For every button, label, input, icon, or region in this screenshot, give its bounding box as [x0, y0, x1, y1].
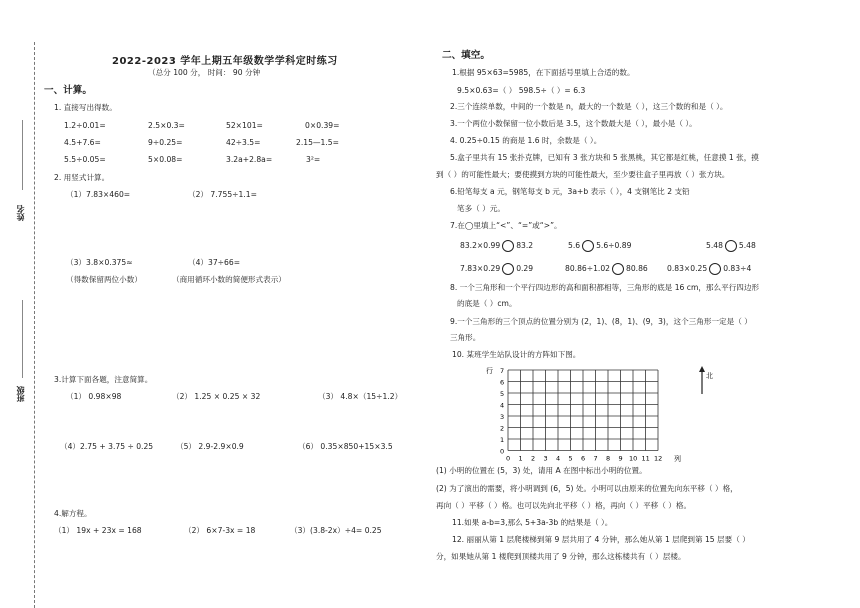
compare-circle[interactable]: [612, 263, 624, 275]
fill-9-cont: 三角形。: [450, 333, 481, 342]
q1-item: 0×0.39=: [305, 121, 340, 130]
grid-y-tick: 3: [500, 413, 505, 421]
compare-item: 80.86÷1.02 80.86: [565, 264, 648, 273]
grid-y-tick: 2: [500, 424, 505, 433]
grid-x-tick: 8: [606, 454, 611, 463]
fill-10: 10. 某班学生站队设计的方阵如下图。: [452, 350, 581, 359]
fill-6: 6.铅笔每支 a 元，钢笔每支 b 元，3a+b 表示（ ），4 支钢笔比 2 支铅: [450, 187, 690, 196]
compare-circle[interactable]: [709, 263, 721, 275]
grid-y-tick: 0: [500, 447, 505, 456]
q1-item: 5×0.08=: [148, 155, 183, 164]
fill-1-blanks: 9.5×0.63=（ ） 598.5÷（ ）= 6.3: [457, 86, 586, 95]
compare-circle[interactable]: [582, 240, 594, 252]
compare-item: 5.6 5.6÷0.89: [568, 241, 632, 250]
grid-lines: [508, 370, 658, 451]
q2-item: （4）37÷66=: [188, 258, 241, 267]
fill-5-cont: 到（ ）的可能性最大；要使摸到方块的可能性最大，至少要往盒子里再放（ ）张方块。: [436, 170, 730, 179]
fill-9: 9.一个三角形的三个顶点的位置分别为 (2，1)、(8，1)、(9，3)，这个三角形一定是（ ）: [450, 317, 752, 326]
fill-10-2-cont: 再向（ ）平移（ ）格。也可以先向北平移（ ）格，再向（ ）平移（ ）格。: [436, 501, 692, 510]
q3-item: （5） 2.9-2.9×0.9: [176, 442, 244, 451]
grid-y-labels: [500, 367, 504, 456]
q2-item: （1）7.83×460=: [66, 190, 131, 199]
grid-x-labels: [506, 455, 662, 463]
section-2-heading: 二、填空。: [442, 50, 490, 61]
grid-y-tick: 6: [500, 378, 505, 387]
fill-1: 1.根据 95×63=5985，在下面括号里填上合适的数。: [452, 68, 635, 77]
fill-4: 4. 0.25÷0.15 的商是 1.6 时，余数是（ ）。: [450, 136, 602, 145]
name-label: 姓名: [16, 205, 25, 221]
name-underline: [22, 120, 23, 190]
q3-item: （4）2.75 + 3.75 ÷ 0.25: [60, 442, 154, 451]
q1-heading: 1. 直接写出得数。: [54, 103, 117, 112]
q2-note: （得数保留两位小数）: [66, 275, 142, 284]
fill-8: 8. 一个三角形和一个平行四边形的高和面积都相等，三角形的底是 16 cm，那么平行四边形: [450, 283, 760, 292]
q1-item: 1.2÷0.01=: [64, 121, 106, 130]
grid-x-tick: 2: [531, 454, 536, 463]
grid-x-tick: 3: [543, 454, 548, 463]
fill-12-cont: 分，如果她从第 1 楼爬到顶楼共用了 9 分钟，那么这栋楼共有（ ）层楼。: [436, 552, 686, 561]
q4-item: （2） 6×7-3x = 18: [184, 526, 256, 535]
grid-x-tick: 11: [641, 454, 650, 463]
page-title: 2022-2023 学年上期五年级数学学科定时练习: [112, 56, 338, 67]
fill-6-cont: 笔多（ ）元。: [457, 204, 505, 213]
north-label: 北: [706, 372, 713, 380]
grid-y-tick: 4: [500, 401, 505, 410]
compare-item: 7.83×0.29 0.29: [460, 264, 534, 273]
grid-x-tick: 5: [568, 454, 573, 463]
fill-2: 2.三个连续单数，中间的一个数是 n，最大的一个数是（ ），这三个数的和是（ ）。: [450, 102, 728, 111]
q4-item: （3）(3.8-2x）÷4= 0.25: [290, 526, 382, 535]
fill-7: 7.在◯里填上“<”、“=”或“>”。: [450, 221, 562, 230]
grid-y-tick: 1: [500, 436, 505, 444]
binding-fold-line: [34, 42, 35, 608]
page-subtitle: （总分 100 分， 时间： 90 分钟: [148, 68, 261, 77]
grid-x-tick: 12: [654, 454, 663, 463]
grid-x-tick: 6: [581, 454, 586, 463]
q1-item: 42÷3.5=: [226, 138, 261, 147]
q1-item: 52×101=: [226, 121, 263, 130]
fill-8-cont: 的底是（ ）cm。: [457, 299, 517, 308]
grid-x-tick: 0: [506, 454, 511, 463]
north-arrow-icon: [696, 366, 718, 396]
fill-3: 3.一个两位小数保留一位小数后是 3.5，这个数最大是（ ），最小是（ ）。: [450, 119, 697, 128]
grid-x-tick: 9: [618, 454, 623, 463]
q2-note: （商用循环小数的简便形式表示）: [172, 275, 286, 284]
grid-row-label: 行: [486, 367, 493, 375]
q3-item: （3） 4.8×（15÷1.2）: [318, 392, 403, 401]
compare-item: 0.83×0.25 0.83÷4: [667, 264, 752, 273]
q2-item: （2） 7.755÷1.1=: [188, 190, 257, 199]
q1-item: 3²=: [306, 155, 321, 164]
fill-11: 11.如果 a-b=3,那么 5+3a-3b 的结果是（ ）。: [452, 518, 613, 527]
grid-x-tick: 7: [593, 454, 598, 463]
compare-item: 5.48 5.48: [706, 241, 756, 250]
q1-item: 5.5÷0.05=: [64, 155, 106, 164]
compare-circle[interactable]: [725, 240, 737, 252]
compare-item: 83.2×0.99 83.2: [460, 241, 534, 250]
q4-item: （1） 19x + 23x = 168: [54, 526, 142, 535]
grid-x-tick: 1: [518, 454, 523, 463]
q1-item: 2.5×0.3=: [148, 121, 185, 130]
grid-y-tick: 5: [500, 390, 505, 398]
q3-item: （2） 1.25 × 0.25 × 32: [172, 392, 261, 401]
section-1-heading: 一、计算。: [44, 85, 92, 96]
formation-grid: [478, 362, 688, 464]
q1-item: 3.2a+2.8a=: [226, 155, 273, 164]
compare-circle[interactable]: [502, 240, 514, 252]
q4-heading: 4.解方程。: [54, 509, 92, 518]
grid-col-label: 列: [674, 455, 681, 463]
q3-item: （6） 0.35×850+15×3.5: [298, 442, 393, 451]
q3-item: （1） 0.98×98: [66, 392, 122, 401]
q1-item: 4.5+7.6=: [64, 138, 101, 147]
grid-x-tick: 10: [629, 454, 638, 463]
class-label: 班级: [16, 386, 25, 402]
fill-10-1: (1) 小明的位置在 (5，3) 处，请用 A 在图中标出小明的位置。: [436, 466, 647, 475]
grid-x-tick: 4: [556, 454, 561, 463]
q2-item: （3）3.8×0.375≈: [66, 258, 133, 267]
q1-item: 9÷0.25=: [148, 138, 183, 147]
compare-circle[interactable]: [502, 263, 514, 275]
fill-5: 5.盒子里共有 15 张扑克牌，已知有 3 张方块和 5 张黑桃，其它都是红桃，任意摸 1 张，摸: [450, 153, 759, 162]
class-underline: [22, 300, 23, 378]
grid-y-tick: 7: [500, 367, 505, 375]
fill-12: 12. 丽丽从第 1 层爬楼梯到第 9 层共用了 4 分钟，那么她从第 1 层爬到第 15 层要（ ）: [452, 535, 750, 544]
q1-item: 2.15—1.5=: [296, 138, 339, 147]
q2-heading: 2. 用竖式计算。: [54, 173, 110, 182]
q3-heading: 3.计算下面各题，注意简算。: [54, 375, 153, 384]
fill-10-2: (2) 为了演出的需要，将小明调到 (6，5) 处。小明可以由原来的位置先向东平移（ ）格，: [436, 484, 738, 493]
